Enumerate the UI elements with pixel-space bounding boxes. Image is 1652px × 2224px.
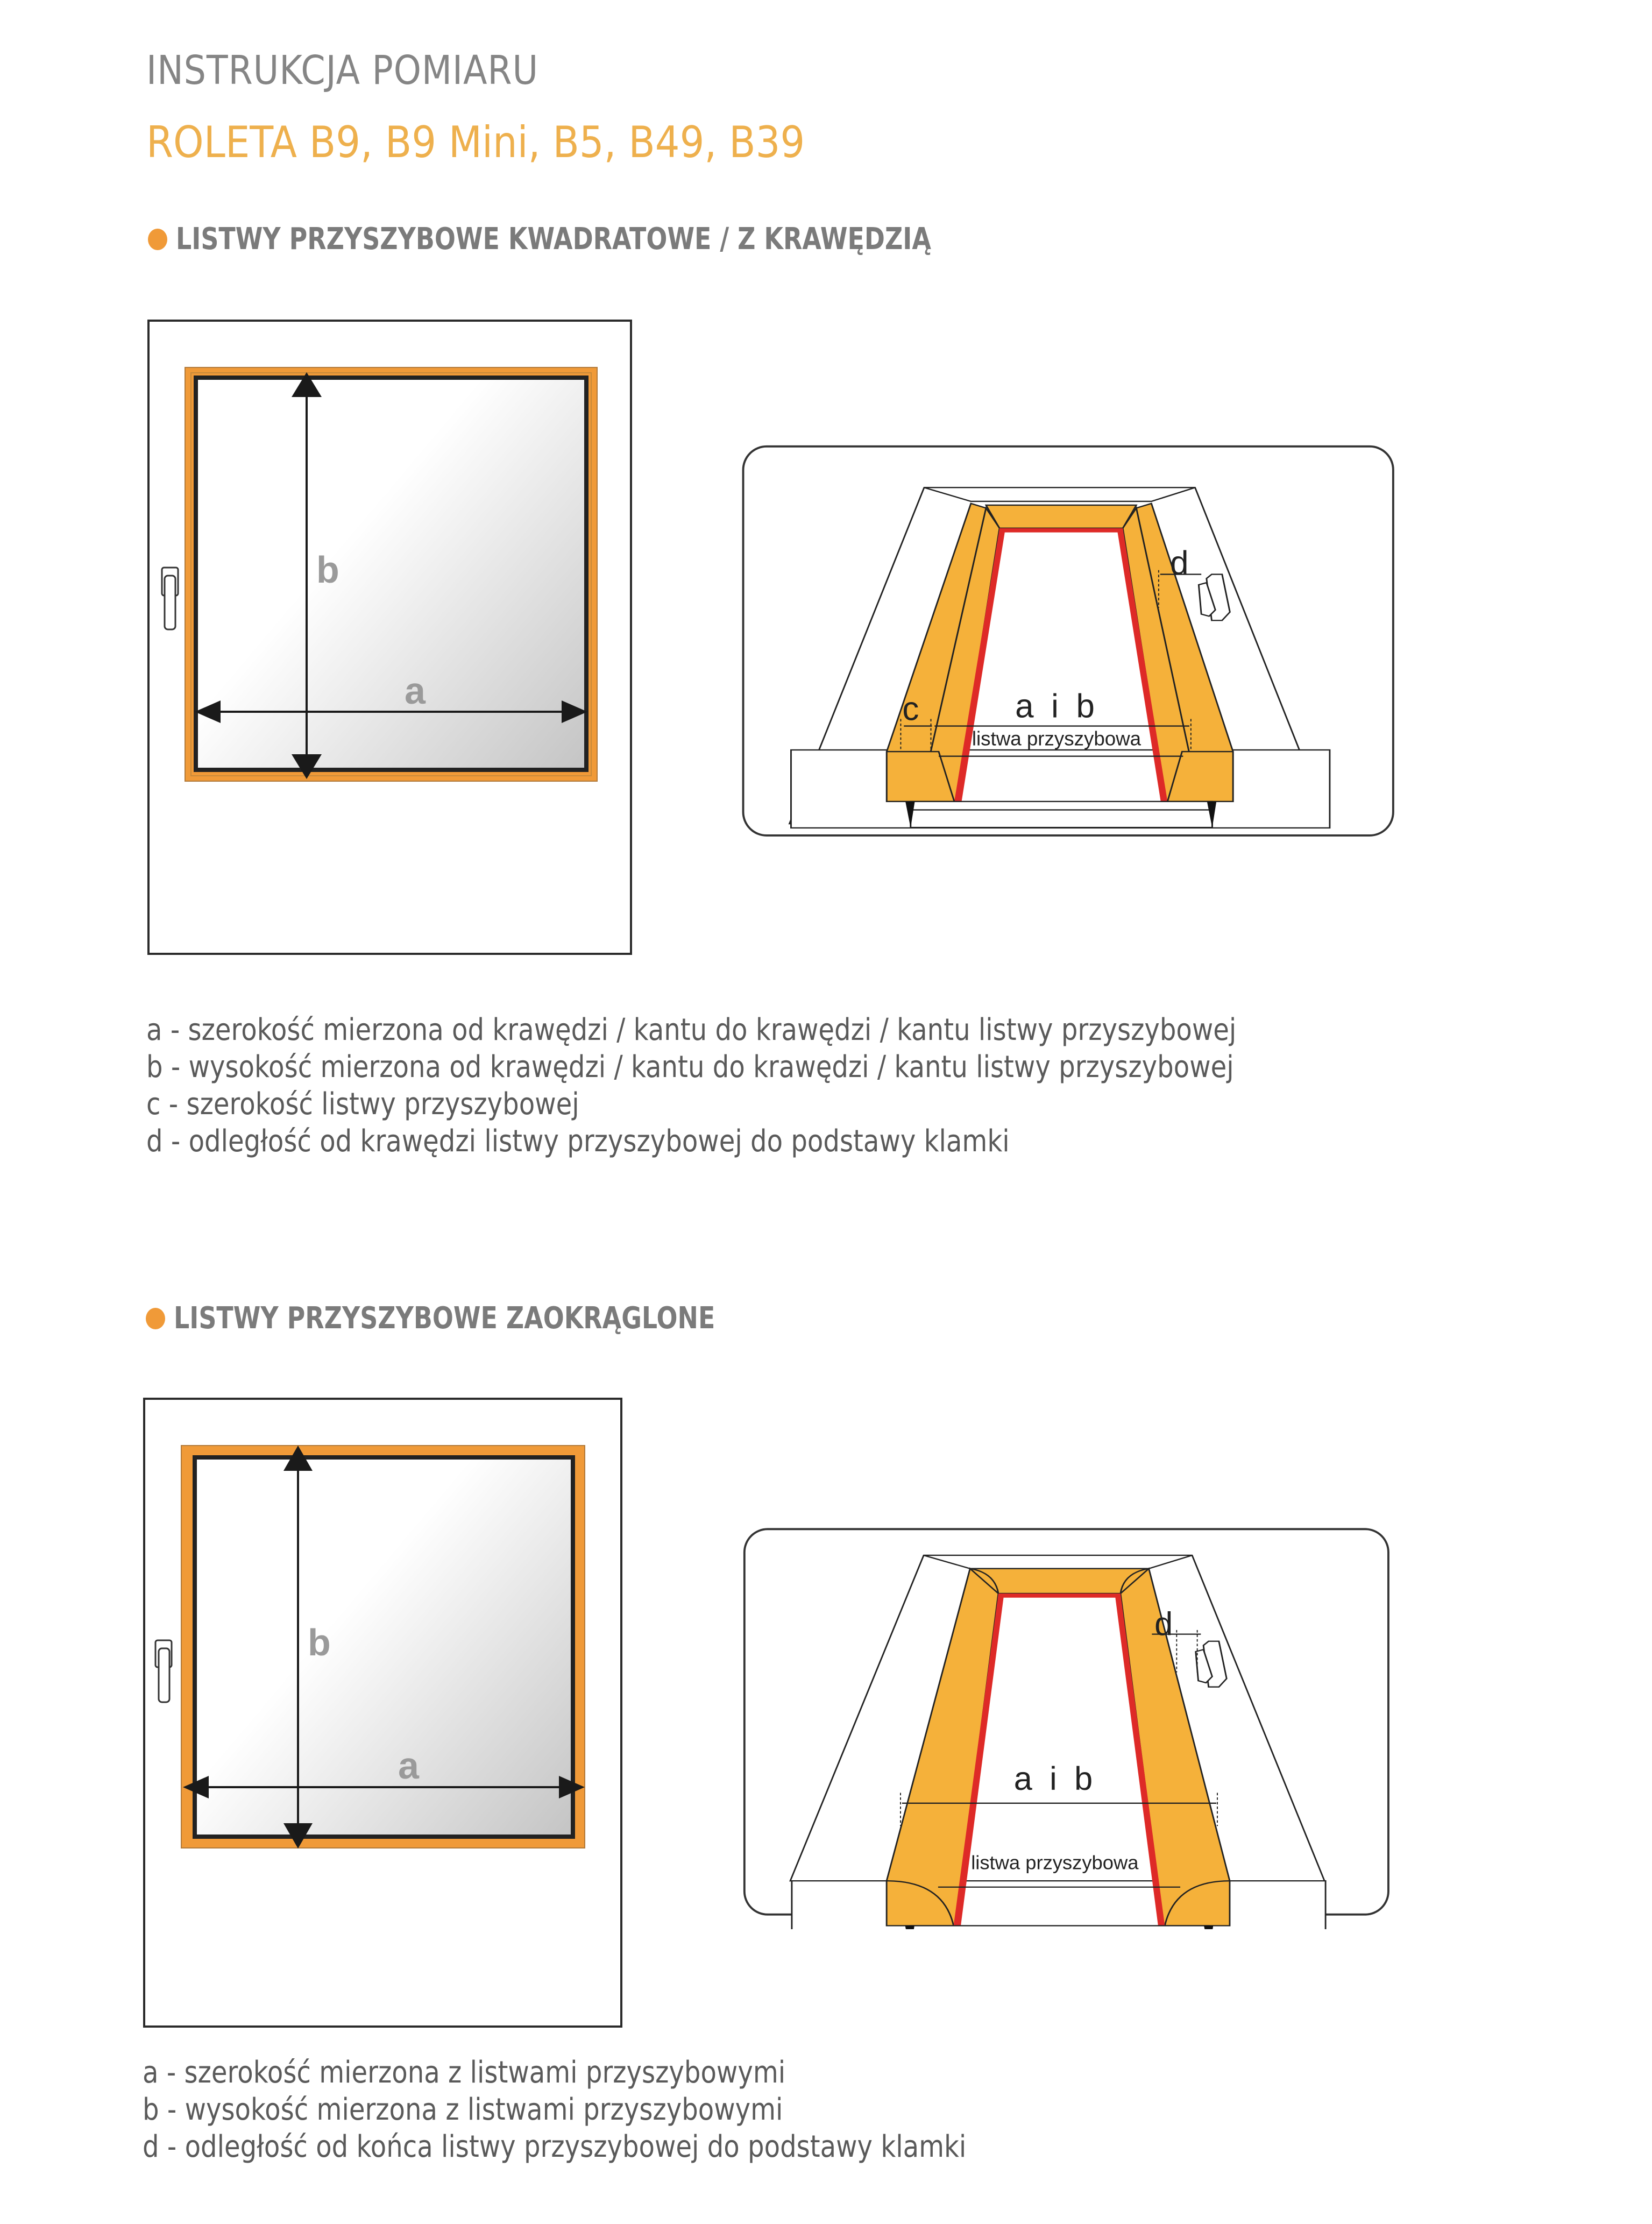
label-a: a [398,1745,419,1787]
section-heading-text: LISTWY PRZYSZYBOWE KWADRATOWE / Z KRAWĘDZIĄ [176,222,931,257]
label-a-i-b: a i b [1015,688,1099,725]
legend-item-c: c - szerokość listwy przyszybowej [146,1087,579,1122]
legend-item-b: b - wysokość mierzona od krawędzi / kantu do krawędzi / kantu listwy przyszybowej [146,1050,1234,1085]
label-bead: listwa przyszybowa [971,1851,1139,1874]
label-bead: listwa przyszybowa [972,727,1141,750]
window-handle-icon [162,568,178,629]
label-b: b [316,549,339,591]
seal-top [998,1593,1121,1598]
legend-item-a: a - szerokość mierzona od krawędzi / kantu do krawędzi / kantu listwy przyszybowej [146,1012,1237,1047]
legend-square [146,1011,1236,1160]
window-front-diagram-square [145,317,635,958]
seal-top [999,528,1123,533]
bullet-icon [148,229,167,250]
section-heading-square [148,222,1097,257]
label-c: c [902,690,919,728]
window-front-diagram-rounded [141,1396,625,2030]
product-subtitle: ROLETA B9, B9 Mini, B5, B49, B39 [146,117,805,167]
wall-block [792,1881,1325,1929]
section-heading-rounded [146,1301,834,1336]
legend-item-b: b - wysokość mierzona z listwami przyszybowymi [143,2092,783,2127]
label-a-i-b: a i b [1013,1760,1097,1797]
label-d: d [1170,544,1189,582]
page-title: INSTRUKCJA POMIARU [146,47,539,94]
label-b: b [308,1621,331,1663]
bullet-icon [146,1308,165,1329]
window-handle-icon [155,1640,172,1702]
section-heading-text: LISTWY PRZYSZYBOWE ZAOKRĄGLONE [174,1301,715,1336]
bead-3d-diagram-rounded [742,1527,1412,1929]
legend-item-d: d - odległość od końca listwy przyszybowej do podstawy klamki [143,2129,967,2164]
legend-rounded [143,2054,966,2165]
legend-item-d: d - odległość od krawędzi listwy przyszybowej do podstawy klamki [146,1124,1010,1159]
label-a: a [405,670,426,712]
bead-3d-diagram-square [740,444,1418,850]
glazing-bead-top [986,505,1136,528]
glass-pane [195,1457,573,1837]
legend-item-a: a - szerokość mierzona z listwami przyszybowymi [143,2055,786,2090]
label-d: d [1154,1605,1173,1642]
